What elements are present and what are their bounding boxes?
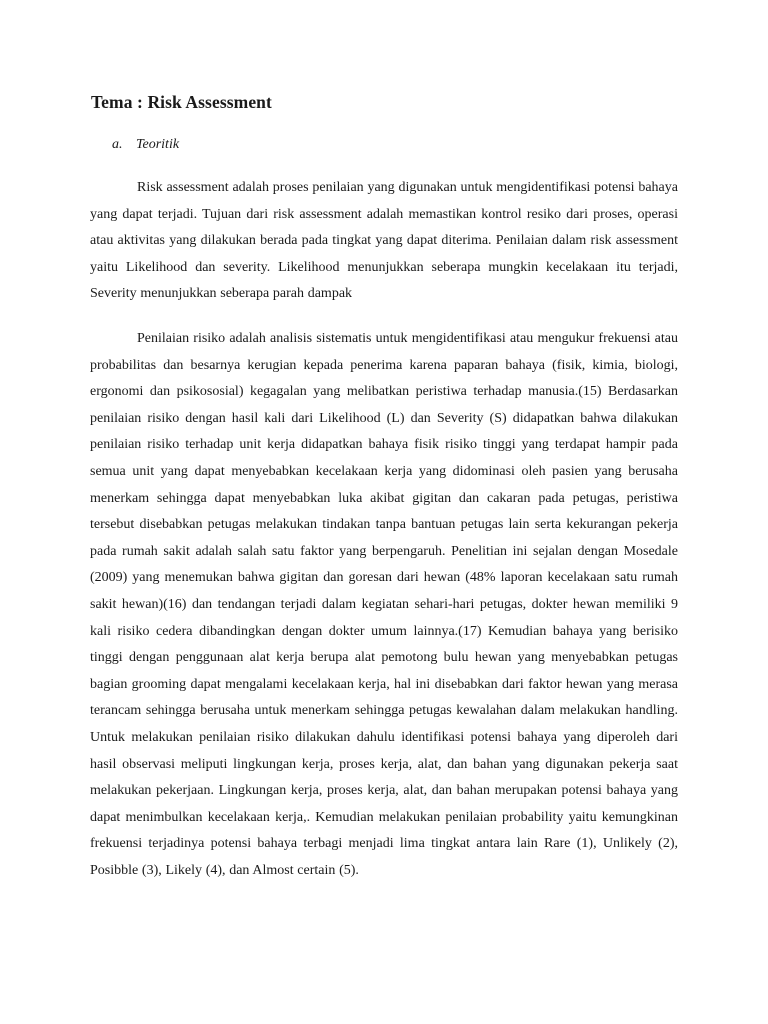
- body-paragraph: Penilaian risiko adalah analisis sistematis untuk mengidentifikasi atau mengukur frekuensi atau probabilitas dan besarnya kerugian kepada penerima karena paparan bahaya (fisik, kimia, biologi, ergonomi dan psikososial) kegagalan yang melibatkan peristiwa terhadap manusia.(15) Berdasarkan penilaian risiko dengan hasil kali dari Likelihood (L) dan Severity (S) didapatkan bahwa dilakukan penilaian risiko terhadap unit kerja didapatkan bahaya fisik risiko tinggi yang terdapat hampir pada semua unit yang dapat menyebabkan kecelakaan kerja yang didominasi oleh pasien yang berusaha menerkam sehingga dapat menyebabkan luka akibat gigitan dan cakaran pada petugas, peristiwa tersebut disebabkan petugas melakukan tindakan tanpa bantuan petugas lain serta kekurangan pekerja pada rumah sakit adalah salah satu faktor yang berpengaruh. Penelitian ini sejalan dengan Mosedale (2009) yang menemukan bahwa gigitan dan goresan dari hewan (48% laporan kecelakaan satu rumah sakit hewan)(16) dan tendangan terjadi dalam kegiatan sehari-hari petugas, dokter hewan memiliki 9 kali risiko cedera dibandingkan dengan dokter umum lainnya.(17) Kemudian bahaya yang berisiko tinggi dengan penggunaan alat kerja berupa alat pemotong bulu hewan yang menyebabkan petugas bagian grooming dapat mengalami kecelakaan kerja, hal ini disebabkan dari faktor hewan yang merasa terancam sehingga berusaha untuk menerkam sehingga petugas kewalahan dalam melakukan handling. Untuk melakukan penilaian risiko dilakukan dahulu identifikasi potensi bahaya yang diperoleh dari hasil observasi meliputi lingkungan kerja, proses kerja, alat, dan bahan yang digunakan pekerja saat melakukan pekerjaan. Lingkungan kerja, proses kerja, alat, dan bahan merupakan potensi bahaya yang dapat menimbulkan kecelakaan kerja,. Kemudian melakukan penilaian probability yaitu kemungkinan frekuensi terjadinya potensi bahaya terbagi menjadi lima tingkat antara lain Rare (1), Unlikely (2), Posibble (3), Likely (4), dan Almost certain (5).: [90, 331, 678, 878]
- section-label: Teoritik: [136, 137, 180, 152]
- section-marker: a.: [112, 137, 123, 152]
- section-heading: [112, 137, 179, 153]
- page-title: Tema : Risk Assessment: [91, 92, 272, 112]
- body-paragraph: Risk assessment adalah proses penilaian yang digunakan untuk mengidentifikasi potensi bahaya yang dapat terjadi. Tujuan dari risk assessment adalah memastikan kontrol resiko dari proses, operasi atau aktivitas yang dilakukan berada pada tingkat yang dapat diterima. Penilaian dalam risk assessment yaitu Likelihood dan severity. Likelihood menunjukkan seberapa mungkin kecelakaan itu terjadi, Severity menunjukkan seberapa parah dampak: [90, 180, 678, 302]
